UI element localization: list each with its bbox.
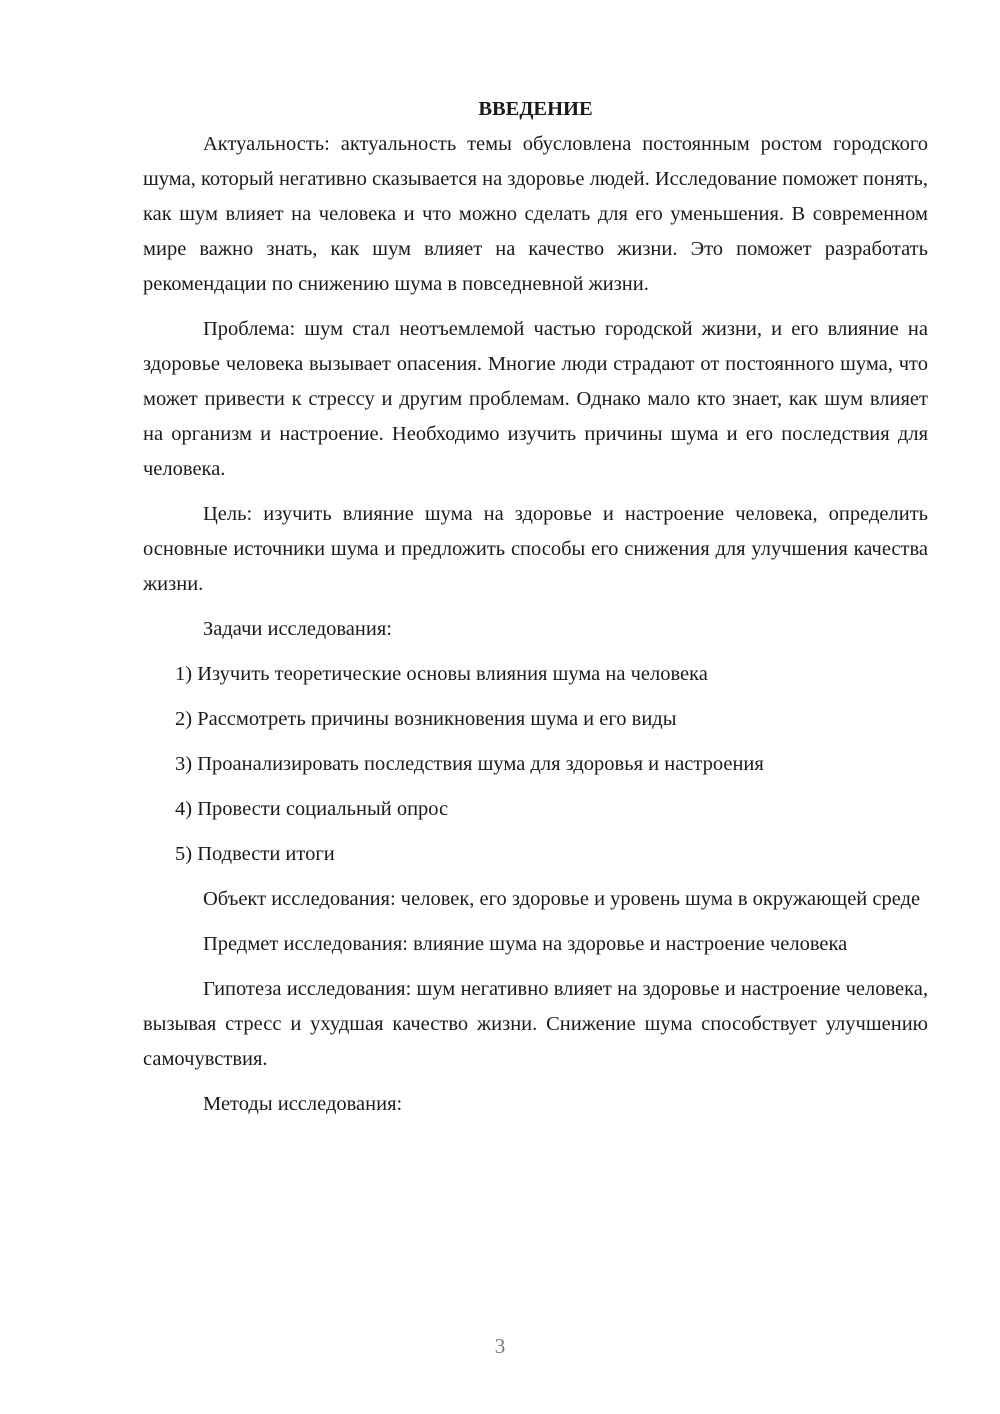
relevance-paragraph: Актуальность: актуальность темы обусловлена постоянным ростом городского шума, который негативно сказывается на здоровье людей. Исследование поможет понять, как шум влияет на человека и что можно сделать для его уменьшения. В современном мире важно знать, как шум влияет на качество жизни. Это поможет разработать рекомендации по снижению шума в повседневной жизни. (143, 133, 928, 295)
task-item: 4) Провести социальный опрос (175, 798, 449, 820)
tasks-heading: Задачи исследования: (203, 618, 392, 640)
task-item: 5) Подвести итоги (175, 843, 335, 865)
object-paragraph: Объект исследования: человек, его здоровье и уровень шума в окружающей среде (203, 888, 921, 910)
problem-paragraph: Проблема: шум стал неотъемлемой частью городской жизни, и его влияние на здоровье человека вызывает опасения. Многие люди страдают от постоянного шума, что может привести к стрессу и другим проблемам. Однако мало кто знает, как шум влияет на организм и настроение. Необходимо изучить причины шума и его последствия для человека. (143, 318, 928, 480)
section-heading: ВВЕДЕНИЕ (478, 98, 593, 120)
task-item: 2) Рассмотреть причины возникновения шума и его виды (175, 708, 677, 730)
page-number: 3 (494, 1334, 506, 1358)
task-item: 3) Проанализировать последствия шума для здоровья и настроения (175, 753, 764, 775)
task-item: 1) Изучить теоретические основы влияния шума на человека (175, 663, 708, 685)
subject-paragraph: Предмет исследования: влияние шума на здоровье и настроение человека (203, 933, 848, 955)
goal-paragraph: Цель: изучить влияние шума на здоровье и настроение человека, определить основные источники шума и предложить способы его снижения для улучшения качества жизни. (143, 503, 928, 595)
hypothesis-paragraph: Гипотеза исследования: шум негативно влияет на здоровье и настроение человека, вызывая стресс и ухудшая качество жизни. Снижение шума способствует улучшению самочувствия. (143, 978, 928, 1070)
document-page (143, 92, 928, 1122)
tasks-list (143, 657, 928, 872)
methods-heading: Методы исследования: (203, 1093, 403, 1115)
